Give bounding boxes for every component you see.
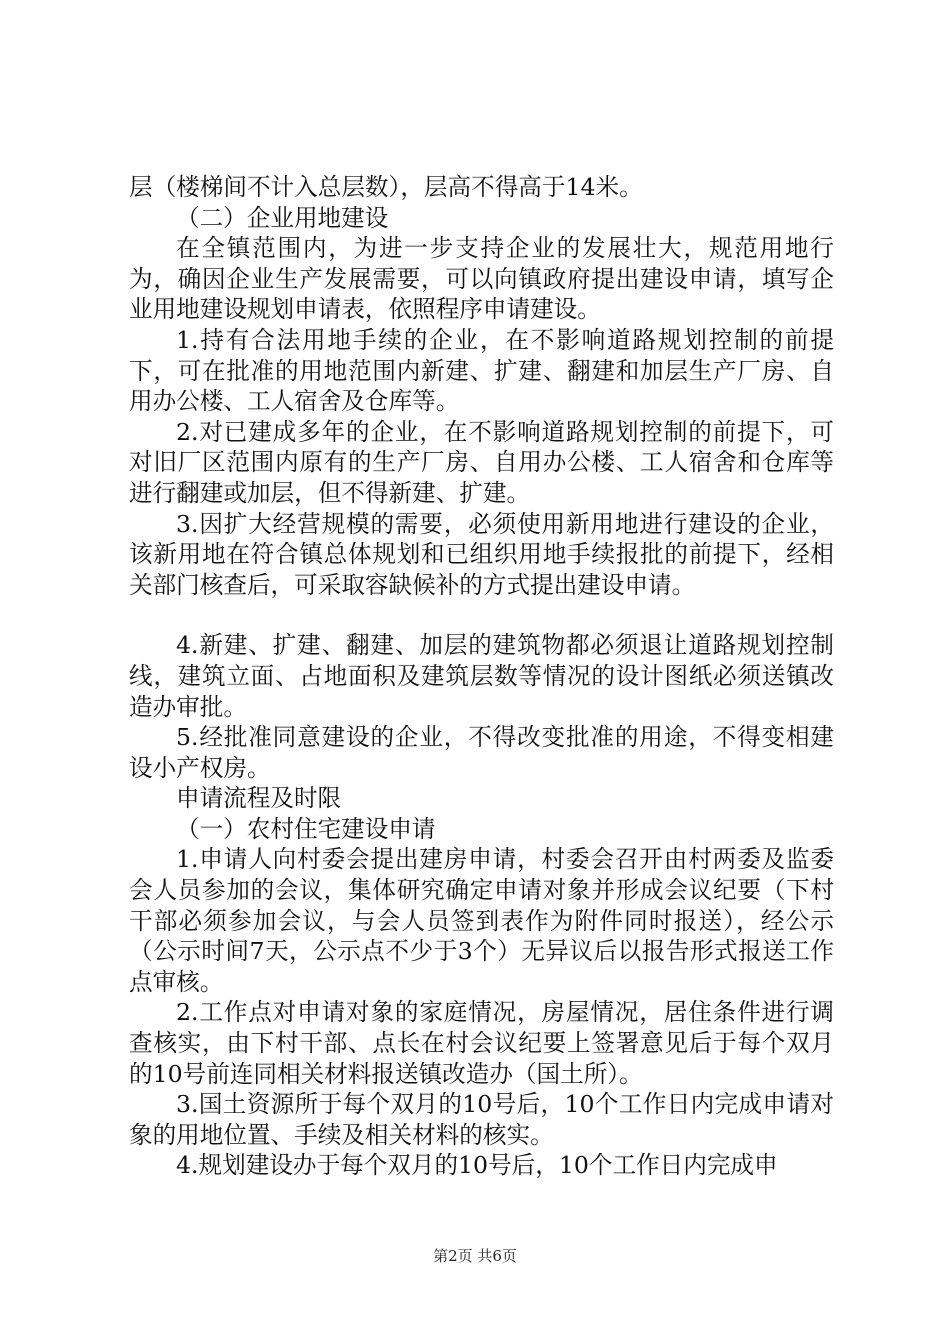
section-heading-enterprise-land: （二）企业用地建设 <box>176 203 389 232</box>
paragraph-intro: 在全镇范围内，为进一步支持企业的发展壮大，规范用地行为，确因企业生产发展需要，可以向镇政府提出建设申请，填写企业用地建设规划申请表，依照程序申请建设。 <box>129 234 834 324</box>
paragraph-step-4: 4.规划建设办于每个双月的10号后，10个工作日内完成申 <box>176 1151 778 1180</box>
paragraph-continuation: 层（楼梯间不计入总层数），层高不得高于14米。 <box>129 173 643 201</box>
section-heading-process: 申请流程及时限 <box>176 784 342 813</box>
paragraph-item-4: 4.新建、扩建、翻建、加层的建筑物都必须退让道路规划控制线，建筑立面、占地面积及建筑层数等情况的设计图纸必须送镇改造办审批。 <box>129 631 834 721</box>
paragraph-step-3: 3.国土资源所于每个双月的10号后，10个工作日内完成申请对象的用地位置、手续及相关材料的核实。 <box>129 1090 834 1149</box>
paragraph-item-5: 5.经批准同意建设的企业，不得改变批准的用途，不得变相建设小产权房。 <box>129 723 834 782</box>
paragraph-gap <box>129 600 834 630</box>
page-footer: 第2页 共6页 <box>433 1247 517 1265</box>
paragraph-item-2: 2.对已建成多年的企业，在不影响道路规划控制的前提下，可对旧厂区范围内原有的生产厂房、自用办公楼、工人宿舍和仓库等进行翻建或加层，但不得新建、扩建。 <box>129 417 834 507</box>
paragraph-step-1: 1.申请人向村委会提出建房申请，村委会召开由村两委及监委会人员参加的会议，集体研究确定申请对象并形成会议纪要（下村干部必须参加会议，与会人员签到表作为附件同时报送），经公示（公示时间7天，公示点不少于3个）无异议后以报告形式报送工作点审核。 <box>129 845 834 996</box>
document-body <box>129 172 834 1181</box>
subsection-heading-rural-housing: （一）农村住宅建设申请 <box>176 814 436 843</box>
paragraph-item-1: 1.持有合法用地手续的企业，在不影响道路规划控制的前提下，可在批准的用地范围内新建、扩建、翻建和加层生产厂房、自用办公楼、工人宿舍及仓库等。 <box>129 325 834 416</box>
paragraph-item-3: 3.因扩大经营规模的需要，必须使用新用地进行建设的企业，该新用地在符合镇总体规划和已组织用地手续报批的前提下，经相关部门核查后，可采取容缺候补的方式提出建设申请。 <box>129 509 834 599</box>
paragraph-step-2: 2.工作点对申请对象的家庭情况，房屋情况，居住条件进行调查核实，由下村干部、点长在村会议纪要上签署意见后于每个双月的10号前连同相关材料报送镇改造办（国土所）。 <box>129 998 834 1088</box>
